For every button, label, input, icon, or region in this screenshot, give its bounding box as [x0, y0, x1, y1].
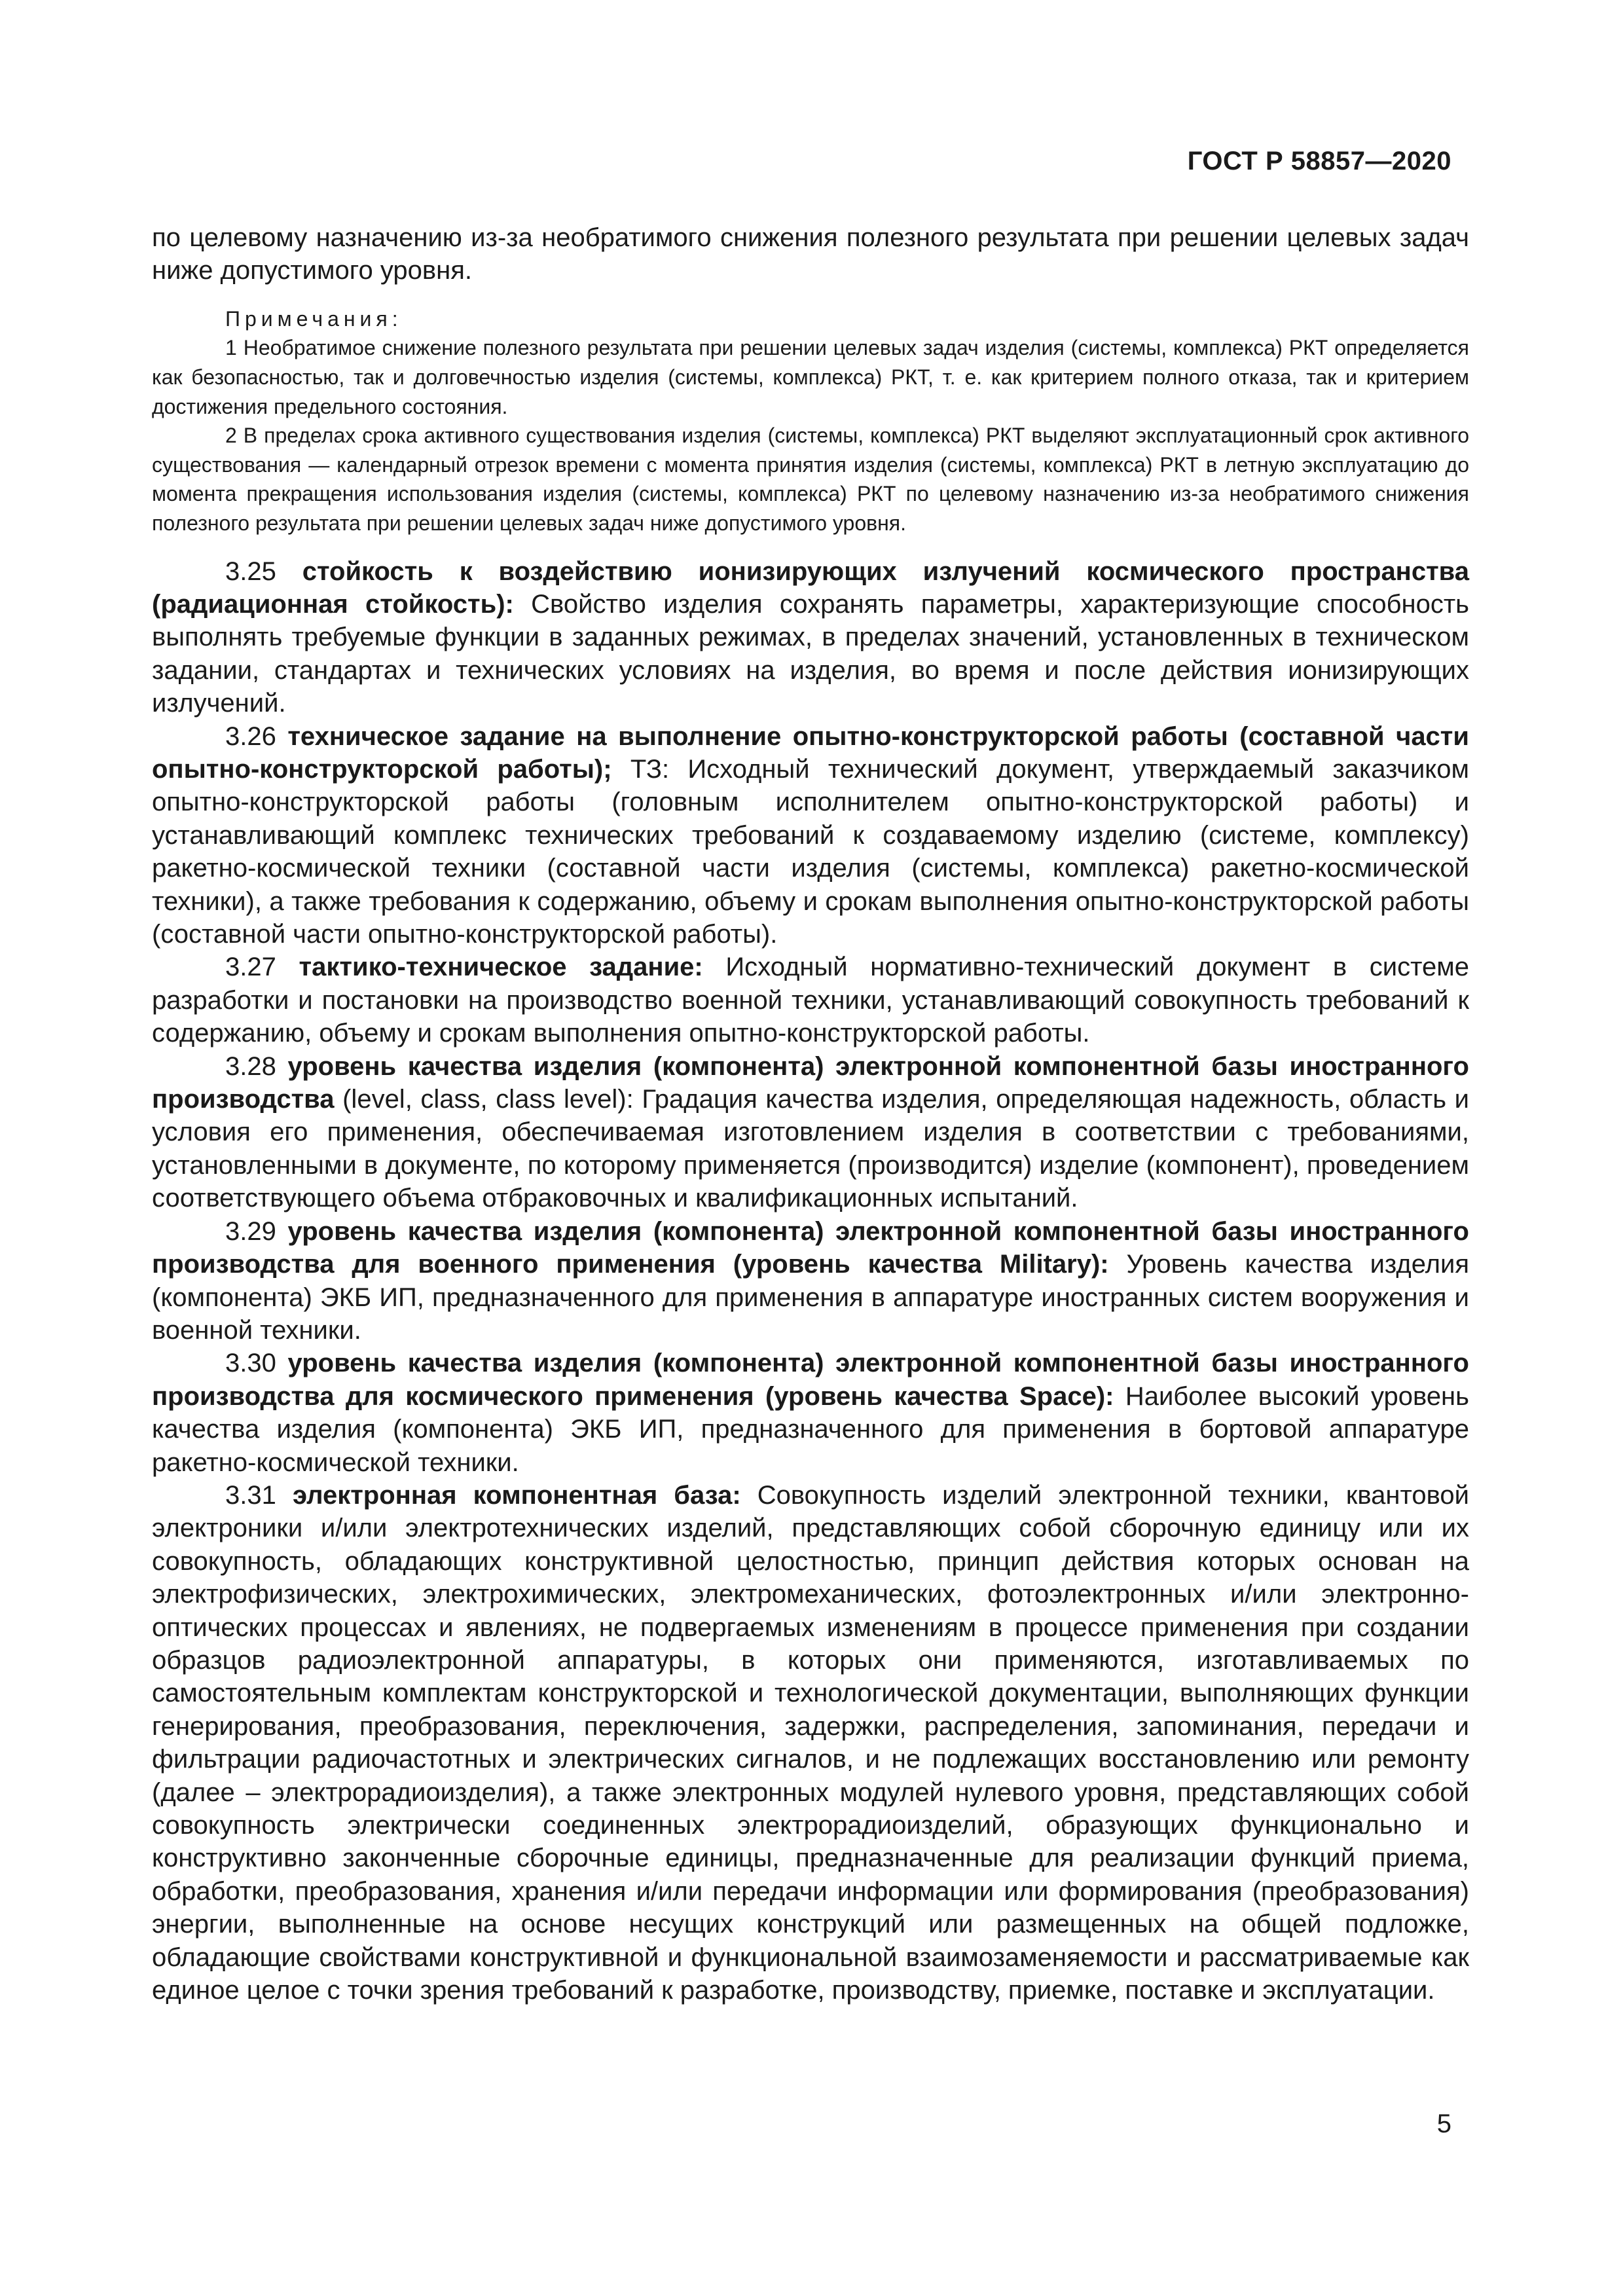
- definition-text: ТЗ: Исходный технический документ, утверждаемый заказчиком опытно-конструкторской работы (головным исполнителем опытно-конструкторской работы) и устанавливающий комплекс технических требований к создаваемому изделию (системе, комплексу) ракетно-космической техники (составной части изделия (системы, комплекса) ракетно-космической техники), а также требования к содержанию, объему и срокам выполнения опытно-конструкторской работы (составной части опытно-конструкторской работы).: [152, 755, 1469, 949]
- standard-code: ГОСТ Р 58857—2020: [1187, 147, 1451, 175]
- definition-term: уровень качества изделия (компонента) электронной компонентной базы иностранного производства для космического применения (уровень качества Space):: [152, 1349, 1469, 1411]
- definition-number: 3.29: [225, 1216, 276, 1246]
- page-number: 5: [1436, 2109, 1451, 2138]
- definition-3-25: [152, 555, 1469, 720]
- intro-paragraph: по целевому назначению из-за необратимого снижения полезного результата при решении целевых задач ниже допустимого уровня.: [152, 223, 1469, 285]
- definition-term: стойкость к воздействию ионизирующих излучений космического пространства (радиационная стойкость):: [152, 556, 1469, 619]
- definition-number: 3.30: [225, 1349, 276, 1378]
- definition-term: тактико-техническое задание:: [299, 953, 703, 982]
- definition-term: электронная компонентная база:: [292, 1480, 741, 1510]
- definition-term: техническое задание на выполнение опытно-конструкторской работы (составной части опытно-конструкторской работы);: [152, 721, 1469, 784]
- definition-3-28: [152, 1050, 1469, 1215]
- notes-block: [152, 304, 1469, 538]
- definition-text: Исходный нормативно-технический документ в системе разработки и постановки на производство военной техники, устанавливающий совокупность требований к содержанию, объему и срокам выполнения опытно-конструкторской работы.: [152, 953, 1469, 1048]
- definition-number: 3.27: [225, 953, 276, 982]
- definition-3-31: [152, 1479, 1469, 2007]
- definition-3-27: [152, 951, 1469, 1049]
- note-item-1: 1 Необратимое снижение полезного результата при решении целевых задач изделия (системы, комплекса) РКТ определяется как безопасностью, так и долговечностью изделия (системы, комплекса) РКТ, т. е. как критерием полного отказа, так и критерием достижения предельного состояния.: [152, 336, 1469, 418]
- definition-term: уровень качества изделия (компонента) электронной компонентной базы иностранного производства: [152, 1051, 1469, 1114]
- notes-title: Примечания:: [225, 306, 403, 331]
- definition-text: Совокупность изделий электронной техники, квантовой электроники и/или электротехнических изделий, представляющих собой сборочную единицу или их совокупность, обладающих конструктивной целостностью, принцип действия которых основан на электрофизических, электрохимических, электромеханических, фотоэлектронных и/или электронно-оптических процессах и явлениях, не подвергаемых изменениям в процессе применения при создании образцов радиоэлектронной аппаратуры, в которых они применяются, изготавливаемых по самостоятельным комплектам конструкторской и технологической документации, выполняющих функции генерирования, преобразования, переключения, задержки, распределения, запоминания, передачи и фильтрации радиочастотных и электрических сигналов, и не подлежащих восстановлению или ремонту (далее – электрорадиоизделия), а также электронных модулей нулевого уровня, представляющих собой совокупность электрически соединенных электрорадиоизделий, образующих функционально и конструктивно законченные сборочные единицы, предназначенные для реализации функций приема, обработки, преобразования, хранения и/или передачи информации или формирования (преобразования) энергии, выполненные на основе несущих конструкций или размещенных на общей подложке, обладающие свойствами конструктивной и функциональной взаимозаменяемости и рассматриваемые как единое целое с точки зрения требований к разработке, производству, приемке, поставке и эксплуатации.: [152, 1480, 1469, 2005]
- definition-text: Свойство изделия сохранять параметры, характеризующие способность выполнять требуемые функции в заданных режимах, в пределах значений, установленных в техническом задании, стандартах и технических условиях на изделия, во время и после действия ионизирующих излучений.: [152, 589, 1469, 718]
- definition-3-26: [152, 720, 1469, 951]
- definition-number: 3.26: [225, 721, 276, 751]
- definition-text: Наиболее высокий уровень качества изделия (компонента) ЭКБ ИП, предназначенного для применения в бортовой аппаратуре ракетно-космической техники.: [152, 1381, 1469, 1477]
- definition-number: 3.25: [225, 556, 276, 586]
- definition-3-29: [152, 1215, 1469, 1347]
- definition-text: (level, class, class level): Градация качества изделия, определяющая надежность, область и условия его применения, обеспечиваемая изготовлением изделия в соответствии с требованиями, установленными в документе, по которому применяется (производится) изделие (компонент), проведением соответствующего объема отбраковочных и квалификационных испытаний.: [152, 1085, 1469, 1213]
- definition-number: 3.31: [225, 1480, 276, 1510]
- definition-number: 3.28: [225, 1051, 276, 1081]
- note-item-2: 2 В пределах срока активного существования изделия (системы, комплекса) РКТ выделяют эксплуатационный срок активного существования — календарный отрезок времени с момента принятия изделия (системы, комплекса) РКТ в летную эксплуатацию до момента прекращения использования изделия (системы, комплекса) РКТ по целевому назначению из-за необратимого снижения полезного результата при решении целевых задач ниже допустимого уровня.: [152, 424, 1469, 535]
- definition-3-30: [152, 1347, 1469, 1479]
- page-content: [152, 221, 1469, 2007]
- definition-text: Уровень качества изделия (компонента) ЭКБ ИП, предназначенного для применения в аппаратуре иностранных систем вооружения и военной техники.: [152, 1250, 1469, 1345]
- definition-term: уровень качества изделия (компонента) электронной компонентной базы иностранного производства для военного применения (уровень качества Military):: [152, 1216, 1469, 1279]
